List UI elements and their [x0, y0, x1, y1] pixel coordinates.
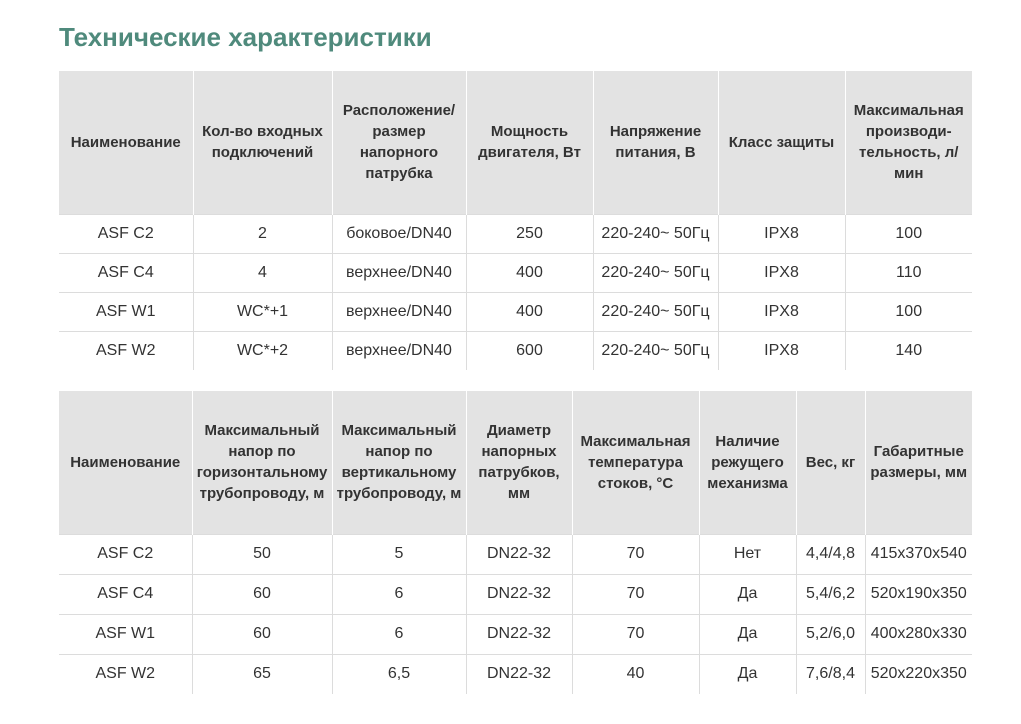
- table-cell: 520x190x350: [865, 574, 972, 614]
- table-cell: 70: [572, 574, 699, 614]
- table-cell: 60: [192, 574, 332, 614]
- table-cell: 220-240~ 50Гц: [593, 292, 718, 331]
- table-cell: 5,4/6,2: [796, 574, 865, 614]
- table-cell: 5,2/6,0: [796, 614, 865, 654]
- table-row: [59, 654, 972, 694]
- table-cell: 6: [332, 614, 466, 654]
- table-cell: 7,6/8,4: [796, 654, 865, 694]
- column-header: Расположение/ размер напорного патрубка: [332, 71, 466, 214]
- column-header: Вес, кг: [796, 391, 865, 534]
- column-header: Наличие режущего механизма: [699, 391, 796, 534]
- table-cell: 40: [572, 654, 699, 694]
- table-cell: ASF C2: [59, 534, 192, 574]
- table-cell: 60: [192, 614, 332, 654]
- table-cell: 70: [572, 534, 699, 574]
- table-cell: 400: [466, 292, 593, 331]
- table-row: [59, 614, 972, 654]
- table-cell: ASF W2: [59, 654, 192, 694]
- column-header: Диаметр напорных патрубков, мм: [466, 391, 572, 534]
- specs-table-1: [59, 71, 972, 370]
- table-row: [59, 574, 972, 614]
- column-header: Класс защиты: [718, 71, 845, 214]
- column-header: Максимальный напор по горизонтальному трубопроводу, м: [192, 391, 332, 534]
- table-cell: 4,4/4,8: [796, 534, 865, 574]
- table-cell: DN22-32: [466, 654, 572, 694]
- table-cell: Нет: [699, 534, 796, 574]
- column-header: Наименование: [59, 391, 192, 534]
- table-cell: 2: [193, 214, 332, 253]
- table-cell: 65: [192, 654, 332, 694]
- table-cell: 100: [845, 214, 972, 253]
- table-row: [59, 253, 972, 292]
- table-cell: 220-240~ 50Гц: [593, 331, 718, 370]
- column-header: Напряжение питания, В: [593, 71, 718, 214]
- table-cell: 50: [192, 534, 332, 574]
- table-header-row: [59, 71, 972, 214]
- table-cell: верхнее/DN40: [332, 331, 466, 370]
- column-header: Максимальная температура стоков, °С: [572, 391, 699, 534]
- column-header: Наименование: [59, 71, 193, 214]
- table-cell: ASF W1: [59, 614, 192, 654]
- table-cell: 5: [332, 534, 466, 574]
- table-cell: 600: [466, 331, 593, 370]
- table-cell: 6: [332, 574, 466, 614]
- table-cell: верхнее/DN40: [332, 292, 466, 331]
- table-cell: 400x280x330: [865, 614, 972, 654]
- table-cell: Да: [699, 574, 796, 614]
- table-header-row: [59, 391, 972, 534]
- table-cell: ASF W2: [59, 331, 193, 370]
- column-header: Максимальная производи- тельность, л/мин: [845, 71, 972, 214]
- table-cell: 140: [845, 331, 972, 370]
- table-row: [59, 214, 972, 253]
- table-cell: 4: [193, 253, 332, 292]
- table-cell: IPX8: [718, 292, 845, 331]
- table-cell: ASF C4: [59, 574, 192, 614]
- column-header: Мощность двигателя, Вт: [466, 71, 593, 214]
- table-cell: Да: [699, 614, 796, 654]
- table-cell: 220-240~ 50Гц: [593, 253, 718, 292]
- table-cell: ASF C4: [59, 253, 193, 292]
- table-cell: 110: [845, 253, 972, 292]
- table-row: [59, 534, 972, 574]
- table-cell: DN22-32: [466, 614, 572, 654]
- table-row: [59, 331, 972, 370]
- page-title: Технические характеристики: [59, 22, 432, 52]
- column-header: Максимальный напор по вертикальному трубопроводу, м: [332, 391, 466, 534]
- table-cell: 70: [572, 614, 699, 654]
- table-cell: IPX8: [718, 214, 845, 253]
- table-cell: 415x370x540: [865, 534, 972, 574]
- table-cell: WC*+1: [193, 292, 332, 331]
- table-cell: DN22-32: [466, 534, 572, 574]
- column-header: Габаритные размеры, мм: [865, 391, 972, 534]
- table-cell: ASF C2: [59, 214, 193, 253]
- table-cell: IPX8: [718, 253, 845, 292]
- table-cell: DN22-32: [466, 574, 572, 614]
- table-cell: 6,5: [332, 654, 466, 694]
- column-header: Кол-во входных подключений: [193, 71, 332, 214]
- table-cell: боковое/DN40: [332, 214, 466, 253]
- table-cell: 100: [845, 292, 972, 331]
- table-cell: Да: [699, 654, 796, 694]
- table-cell: ASF W1: [59, 292, 193, 331]
- table-cell: 220-240~ 50Гц: [593, 214, 718, 253]
- table-row: [59, 292, 972, 331]
- table-cell: 400: [466, 253, 593, 292]
- table-cell: 250: [466, 214, 593, 253]
- table-cell: верхнее/DN40: [332, 253, 466, 292]
- specs-table-2: [59, 391, 972, 694]
- table-cell: WC*+2: [193, 331, 332, 370]
- table-cell: 520x220x350: [865, 654, 972, 694]
- table-cell: IPX8: [718, 331, 845, 370]
